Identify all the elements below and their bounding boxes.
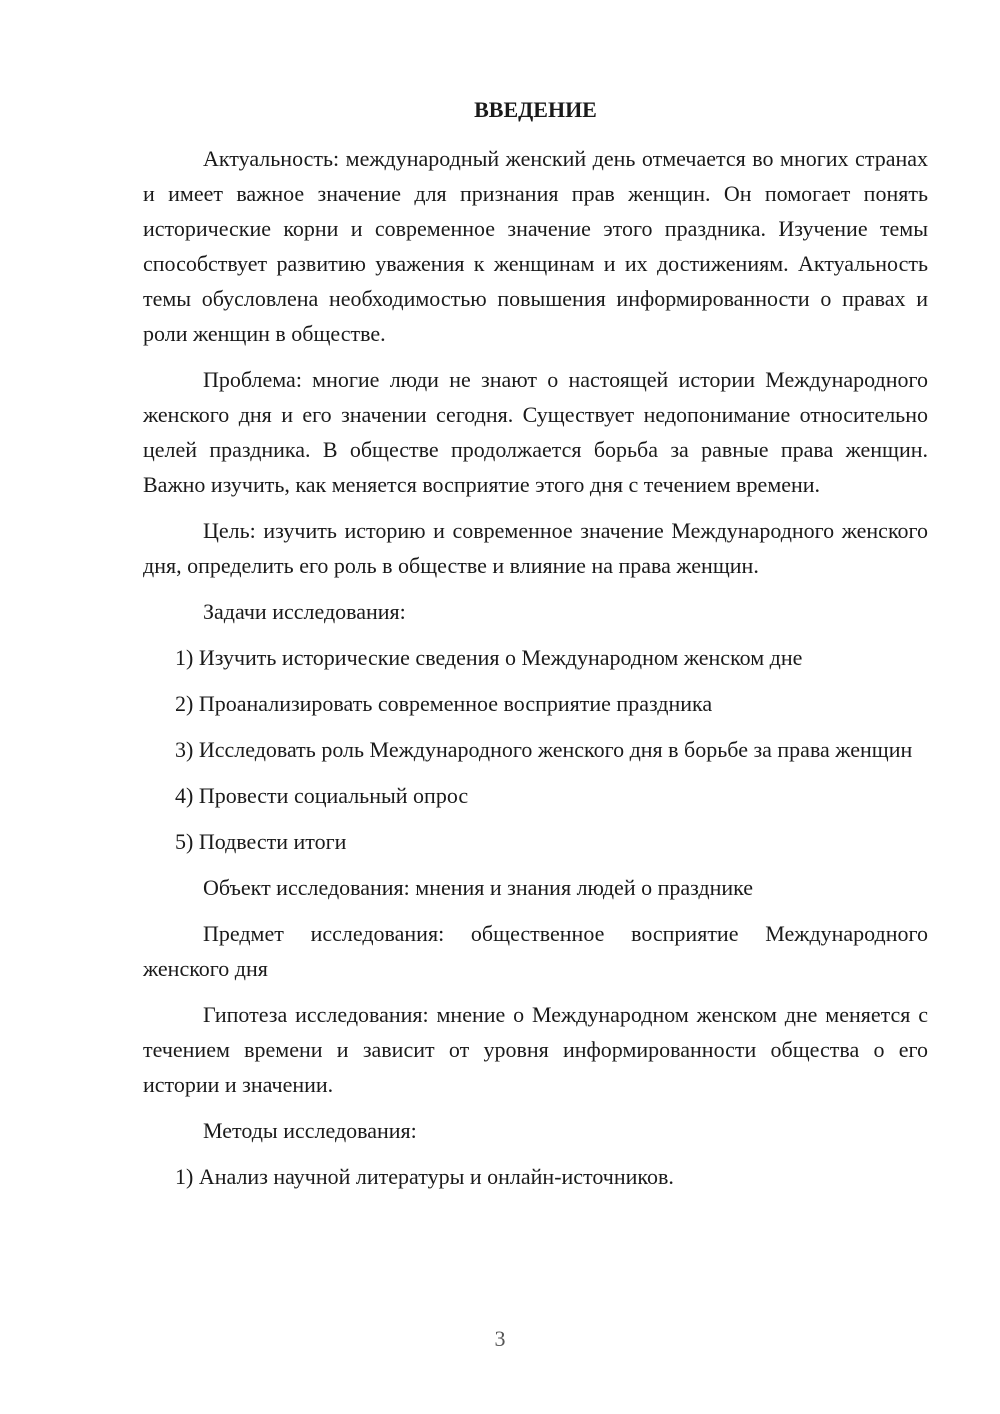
goal-paragraph: Цель: изучить историю и современное значение Международного женского дня, определить его роль в обществе и влияние на права женщин.: [143, 518, 928, 578]
task-item: 2) Проанализировать современное восприятие праздника: [175, 691, 713, 716]
problem-paragraph: Проблема: многие люди не знают о настоящей истории Международного женского дня и его значении сегодня. Существует недопонимание относительно целей праздника. В обществе продолжается борьба за равные права женщин. Важно изучить, как меняется восприятие этого дня с течением времени.: [143, 367, 928, 497]
task-item: 3) Исследовать роль Международного женского дня в борьбе за права женщин: [175, 737, 913, 762]
task-item: 1) Изучить исторические сведения о Международном женском дне: [175, 645, 803, 670]
page-number: 3: [494, 1326, 506, 1351]
task-item: 5) Подвести итоги: [175, 829, 347, 854]
subject-paragraph: Предмет исследования: общественное восприятие Международного женского дня: [143, 921, 928, 981]
page-title: ВВЕДЕНИЕ: [474, 97, 597, 122]
method-item: 1) Анализ научной литературы и онлайн-источников.: [175, 1164, 674, 1189]
object-paragraph: Объект исследования: мнения и знания людей о празднике: [203, 875, 754, 900]
tasks-label: Задачи исследования:: [203, 599, 406, 624]
hypothesis-paragraph: Гипотеза исследования: мнение о Международном женском дне меняется с течением времени и зависит от уровня информированности общества о его истории и значении.: [143, 1002, 928, 1097]
relevance-paragraph: Актуальность: международный женский день отмечается во многих странах и имеет важное значение для признания прав женщин. Он помогает понять исторические корни и современное значение этого праздника. Изучение темы способствует развитию уважения к женщинам и их достижениям. Актуальность темы обусловлена необходимостью повышения информированности о правах и роли женщин в обществе.: [143, 146, 928, 346]
task-item: 4) Провести социальный опрос: [175, 783, 469, 808]
document-page: [143, 92, 928, 1205]
methods-label: Методы исследования:: [203, 1118, 417, 1143]
